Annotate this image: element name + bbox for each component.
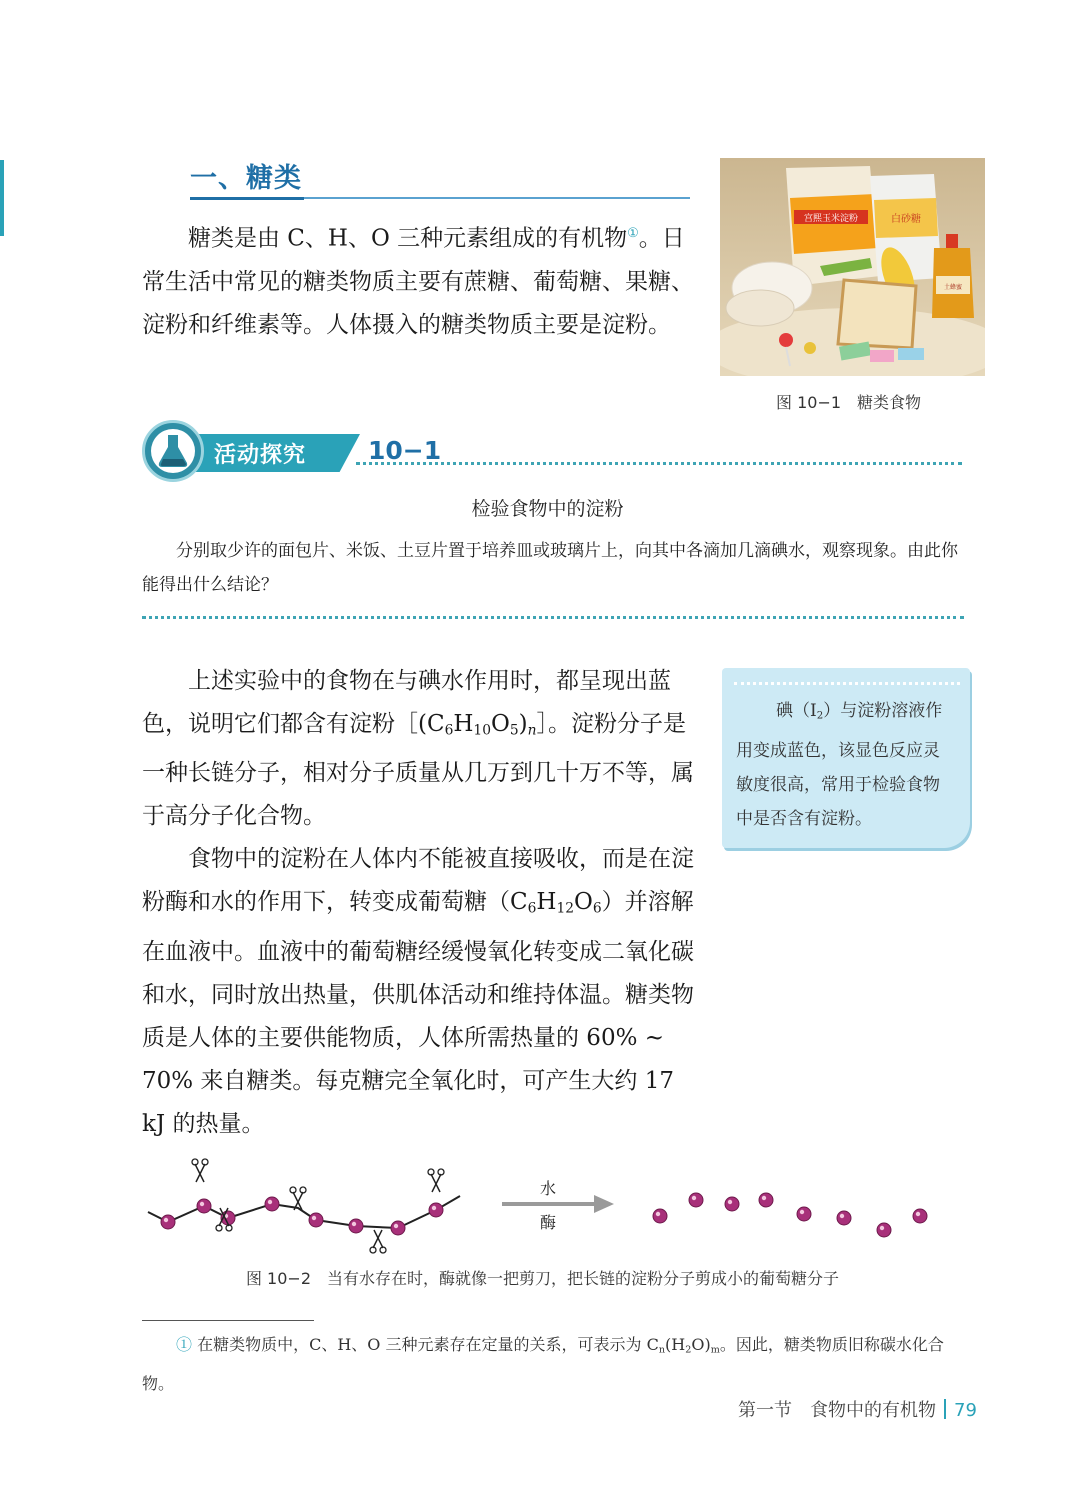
activity-body	[142, 534, 962, 602]
section-underline-accent	[190, 197, 304, 200]
glucose-bead	[837, 1211, 851, 1225]
figure1-caption: 图 10−1 糖类食物	[776, 393, 922, 412]
sugar-bag-label: 白砂糖	[891, 214, 921, 225]
activity-dotted-rule	[356, 462, 962, 465]
sidenote-text: 碘$(I_2)$与淀粉溶液作用变成蓝色，该显色反应灵敏度很高，常用于检验食物中是否含有淀粉。	[736, 701, 943, 829]
glucose-bead-highlight	[916, 1212, 920, 1216]
activity-bottom-rule	[142, 616, 964, 619]
chain-bead	[161, 1215, 175, 1229]
chain-bead-highlight	[432, 1206, 436, 1210]
scissors-icon	[370, 1230, 386, 1253]
section-title: 一、糖类	[190, 163, 302, 194]
sidenote-dotted-rule	[734, 682, 960, 685]
footnote-mark: ①	[176, 1335, 193, 1354]
footer-section: 第一节 食物中的有机物	[738, 1400, 936, 1421]
reaction-arrowhead	[594, 1195, 614, 1213]
footnote-rule	[142, 1320, 314, 1321]
glucose-bead-highlight	[762, 1196, 766, 1200]
chain-bead-highlight	[268, 1200, 272, 1204]
chain-bead	[309, 1213, 323, 1227]
glucose-bead-highlight	[728, 1200, 732, 1204]
footnote: ① 在糖类物质中，C、H、O 三种元素存在定量的关系，可表示为 $C_n(H_2O)_m$。因此，糖类物质旧称碳水化合物。	[142, 1335, 944, 1394]
footnote-reference[interactable]: ①	[627, 226, 639, 241]
glucose-bead-highlight	[840, 1214, 844, 1218]
activity-label: 活动探究	[214, 443, 307, 468]
glucose-beads	[653, 1193, 927, 1237]
glucose-bead	[877, 1223, 891, 1237]
glucose-bead	[759, 1193, 773, 1207]
starch-bag-label: 宫熙玉米淀粉	[803, 214, 859, 224]
paragraph-digestion: 食物中的淀粉在人体内不能被直接吸收，而是在淀粉酶和水的作用下，转变成葡萄糖$(C_6H_{12}O_6)$并溶解在血液中。血液中的葡萄糖经缓慢氧化转变成二氧化碳和水，同时放出热量，供肌体活动和维持体温。糖类物质是人体的主要供能物质，人体所需热量的 60% ~ 70% 来自糖类。每克糖完全氧化时，可产生大约 17 kJ 的热量。	[142, 846, 694, 1137]
activity-number: 10−1	[368, 436, 442, 465]
activity-title: 检验食物中的淀粉	[471, 498, 624, 520]
arrow-water-label: 水	[539, 1179, 557, 1198]
glucose-bead-highlight	[880, 1226, 884, 1230]
figure2-caption: 图 10−2 当有水存在时，酶就像一把剪刀，把长链的淀粉分子剪成小的葡萄糖分子	[245, 1269, 840, 1288]
footer-separator	[944, 1399, 946, 1419]
flask-badge	[142, 420, 204, 482]
glucose-bead-highlight	[656, 1212, 660, 1216]
intro-paragraph	[142, 212, 694, 347]
page-edge-marker	[0, 160, 4, 236]
chain-bead-highlight	[164, 1218, 168, 1222]
chain-beads	[161, 1197, 443, 1235]
glucose-bead	[913, 1209, 927, 1223]
chain-bead-highlight	[312, 1216, 316, 1220]
arrow-enzyme-label: 酶	[539, 1213, 557, 1232]
glucose-bead	[653, 1209, 667, 1223]
chain-bead	[391, 1221, 405, 1235]
scissors-icon	[428, 1169, 444, 1192]
chain-bead	[349, 1219, 363, 1233]
starch-hydrolysis-diagram	[140, 1150, 960, 1260]
scissors-group	[192, 1159, 444, 1253]
honey-bottle-label: 土蜂蜜	[943, 284, 963, 291]
sugar-foods-illustration	[720, 158, 985, 376]
page-number: 79	[954, 1400, 977, 1421]
intro-text-cont: 。日常生活中常见的糖类物质主要有蔗糖、葡萄糖、果糖、淀粉和纤维素等。人体摄入的糖类物质主要是淀粉。	[142, 225, 694, 338]
activity-instructions: 分别取少许的面包片、米饭、土豆片置于培养皿或玻璃片上，向其中各滴加几滴碘水，观察现象。由此你能得出什么结论？	[142, 541, 958, 595]
chain-bead-highlight	[394, 1224, 398, 1228]
main-text	[142, 660, 694, 1146]
glucose-bead-highlight	[800, 1210, 804, 1214]
paragraph-starch: 上述实验中的食物在与碘水作用时，都呈现出蓝色，说明它们都含有淀粉$[(C_6H_{10}O_5)_n]$。淀粉分子是一种长链分子，相对分子质量从几万到几十万不等，属于高分子化合物。	[142, 668, 694, 830]
chain-bead	[265, 1197, 279, 1211]
scissors-icon	[192, 1159, 208, 1182]
page-footer	[738, 1396, 977, 1422]
flask-icon	[145, 423, 201, 479]
glucose-bead	[725, 1197, 739, 1211]
glucose-bead	[689, 1193, 703, 1207]
chain-bead	[197, 1199, 211, 1213]
chain-bead-highlight	[200, 1202, 204, 1206]
chain-bead-highlight	[352, 1222, 356, 1226]
intro-text: 糖类是由 C、H、O 三种元素组成的有机物	[188, 225, 628, 252]
glucose-bead	[797, 1207, 811, 1221]
sugar-foods-photo	[720, 158, 985, 376]
starch-chain	[148, 1196, 460, 1228]
glucose-bead-highlight	[692, 1196, 696, 1200]
chain-bead	[429, 1203, 443, 1217]
